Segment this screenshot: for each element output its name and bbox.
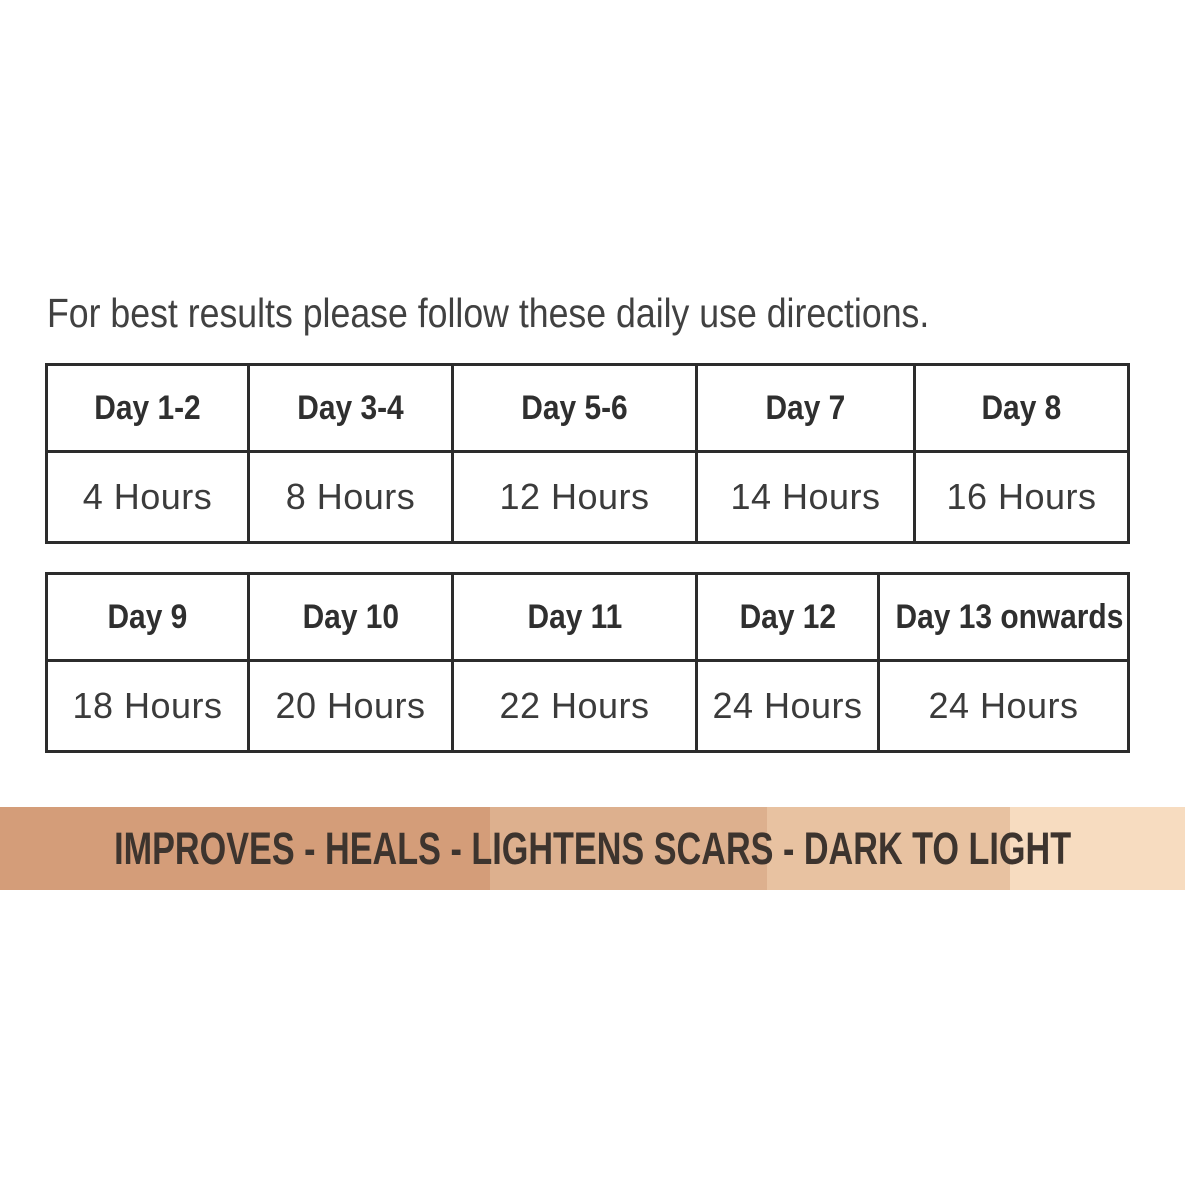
hours-value-cell: [47, 661, 249, 752]
hours-value-cell: [915, 452, 1129, 543]
table-header-row: [47, 365, 1129, 452]
hours-value-cell: [453, 661, 697, 752]
table-value-row: [47, 452, 1129, 543]
hours-value: 4 Hours: [82, 476, 213, 517]
hours-value-cell: [249, 452, 453, 543]
day-label: Day 12: [739, 597, 836, 636]
day-header-cell: [249, 574, 453, 661]
day-label: Day 13 onwards: [895, 597, 1124, 636]
day-label: Day 11: [527, 597, 622, 636]
intro-heading: For best results please follow these daily use directions.: [47, 290, 930, 336]
hours-value: 24 Hours: [712, 685, 863, 726]
hours-value: 14 Hours: [730, 476, 881, 517]
day-header-cell: [249, 365, 453, 452]
banner-slogan-text: IMPROVES - HEALS - LIGHTENS SCARS - DARK TO LIGHT: [113, 822, 1072, 874]
hours-value: 22 Hours: [499, 685, 650, 726]
day-label: Day 3-4: [297, 388, 404, 427]
hours-value-cell: [47, 452, 249, 543]
hours-value-cell: [249, 661, 453, 752]
day-label: Day 8: [981, 388, 1062, 427]
hours-value: 18 Hours: [72, 685, 223, 726]
hours-value-cell: [697, 661, 879, 752]
table-header-row: [47, 574, 1129, 661]
hours-value: 12 Hours: [499, 476, 650, 517]
day-header-cell: [453, 574, 697, 661]
banner-slogan: [0, 807, 1185, 890]
hours-value: 8 Hours: [285, 476, 416, 517]
dosage-table-days-1-8: [45, 363, 1130, 544]
day-label: Day 9: [107, 597, 188, 636]
day-header-cell: [697, 574, 879, 661]
hours-value-cell: [453, 452, 697, 543]
hours-value: 16 Hours: [946, 476, 1097, 517]
day-header-cell: [47, 574, 249, 661]
dosage-table-days-9-13: [45, 572, 1130, 753]
day-label: Day 7: [765, 388, 846, 427]
day-header-cell: [697, 365, 915, 452]
day-label: Day 5-6: [521, 388, 628, 427]
day-header-cell: [915, 365, 1129, 452]
hours-value-cell: [879, 661, 1129, 752]
day-header-cell: [453, 365, 697, 452]
table-value-row: [47, 661, 1129, 752]
day-label: Day 1-2: [94, 388, 201, 427]
day-header-cell: [879, 574, 1129, 661]
hours-value: 20 Hours: [275, 685, 426, 726]
day-header-cell: [47, 365, 249, 452]
hours-value: 24 Hours: [928, 685, 1079, 726]
hours-value-cell: [697, 452, 915, 543]
day-label: Day 10: [302, 597, 399, 636]
